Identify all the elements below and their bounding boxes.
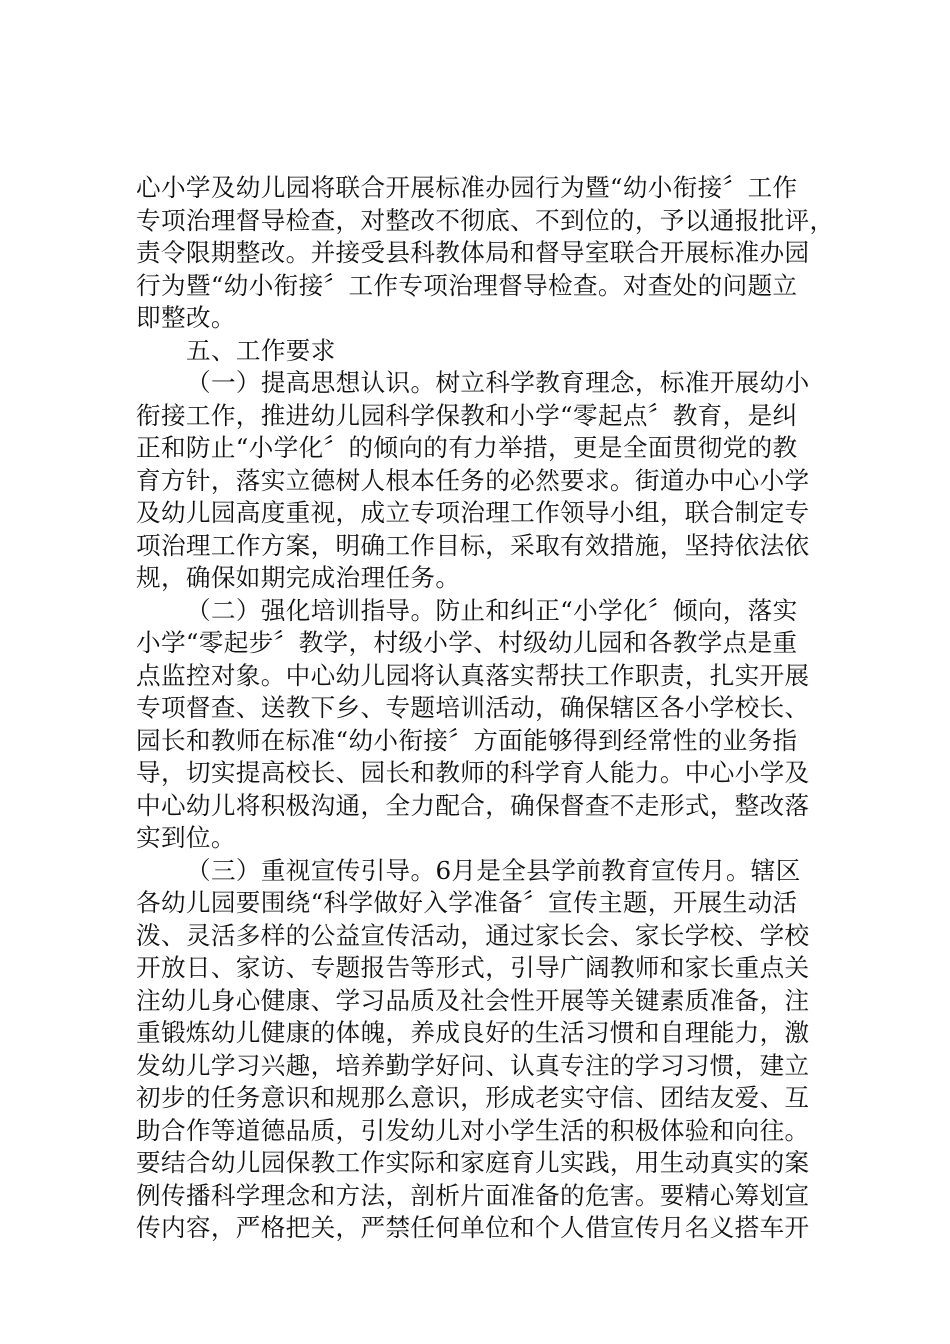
text-line: 点监控对象。中心幼儿园将认真落实帮扶工作职责，扎实开展 bbox=[136, 660, 810, 690]
text-line: 五、工作要求 bbox=[186, 335, 336, 365]
text-line: 实到位。 bbox=[136, 823, 236, 852]
text-line: 要结合幼儿园保教工作实际和家庭育儿实践，用生动真实的案 bbox=[136, 1148, 810, 1177]
text-line: 发幼儿学习兴趣，培养勤学好问、认真专注的学习习惯，建立 bbox=[136, 1050, 810, 1080]
text-line: 规，确保如期完成治理任务。 bbox=[136, 563, 461, 592]
text-line: 责令限期整改。并接受县科教体局和督导室联合开展标准办园 bbox=[136, 238, 810, 267]
text-line: 开放日、家访、专题报告等形式，引导广阔教师和家长重点关 bbox=[136, 953, 810, 982]
text-line: 各幼儿园要围绕“科学做好入学准备〞宣传主题，开展生动活 bbox=[136, 888, 798, 917]
text-line: 及幼儿园高度重视，成立专项治理工作领导小组，联合制定专 bbox=[136, 498, 810, 527]
text-line: 专项治理督导检查，对整改不彻底、不到位的，予以通报批评， bbox=[136, 205, 835, 235]
text-line: 专项督查、送教下乡、专题培训活动，确保辖区各小学校长、 bbox=[136, 693, 810, 722]
text-line: （一）提高思想认识。树立科学教育理念，标准开展幼小 bbox=[186, 368, 810, 397]
text-line: 即整改。 bbox=[136, 303, 236, 332]
text-line: 传内容，严格把关，严禁任何单位和个人借宣传月名义搭车开 bbox=[136, 1213, 810, 1242]
text-line: 衔接工作，推进幼儿园科学保教和小学“零起点〞教育，是纠 bbox=[136, 400, 798, 430]
text-line: 正和防止“小学化〞的倾向的有力举措，更是全面贯彻党的教 bbox=[136, 433, 798, 462]
text-line: 小学“零起步〞教学，村级小学、村级幼儿园和各教学点是重 bbox=[136, 628, 798, 657]
text-line: 育方针，落实立德树人根本任务的必然要求。街道办中心小学 bbox=[136, 465, 810, 495]
text-line: 中心幼儿将积极沟通，全力配合，确保督查不走形式，整改落 bbox=[136, 790, 810, 820]
text-line: 园长和教师在标准“幼小衔接〞方面能够得到经常性的业务指 bbox=[136, 725, 798, 755]
text-line: 导，切实提高校长、园长和教师的科学育人能力。中心小学及 bbox=[136, 758, 810, 787]
text-line: 初步的任务意识和规那么意识，形成老实守信、团结友爱、互 bbox=[136, 1083, 810, 1112]
text-line: 重锻炼幼儿健康的体魄，养成良好的生活习惯和自理能力，激 bbox=[136, 1018, 810, 1047]
text-line: （三）重视宣传引导。6月是全县学前教育宣传月。辖区 bbox=[186, 855, 801, 885]
text-line: 例传播科学理念和方法，剖析片面准备的危害。要精心筹划宣 bbox=[136, 1180, 810, 1210]
text-line: 行为暨“幼小衔接〞工作专项治理督导检查。对查处的问题立 bbox=[136, 270, 798, 300]
text-line: 项治理工作方案，明确工作目标，采取有效措施，坚持依法依 bbox=[136, 530, 810, 560]
text-line: 注幼儿身心健康、学习品质及社会性开展等关键素质准备，注 bbox=[136, 985, 810, 1015]
text-line: 心小学及幼儿园将联合开展标准办园行为暨“幼小衔接〞工作 bbox=[136, 173, 798, 202]
text-line: 泼、灵活多样的公益宣传活动，通过家长会、家长学校、学校 bbox=[136, 920, 810, 950]
document-body bbox=[136, 172, 835, 1245]
text-line: （二）强化培训指导。防止和纠正“小学化〞倾向，落实 bbox=[186, 595, 798, 625]
text-line: 助合作等道德品质，引发幼儿对小学生活的积极体验和向往。 bbox=[136, 1115, 810, 1145]
